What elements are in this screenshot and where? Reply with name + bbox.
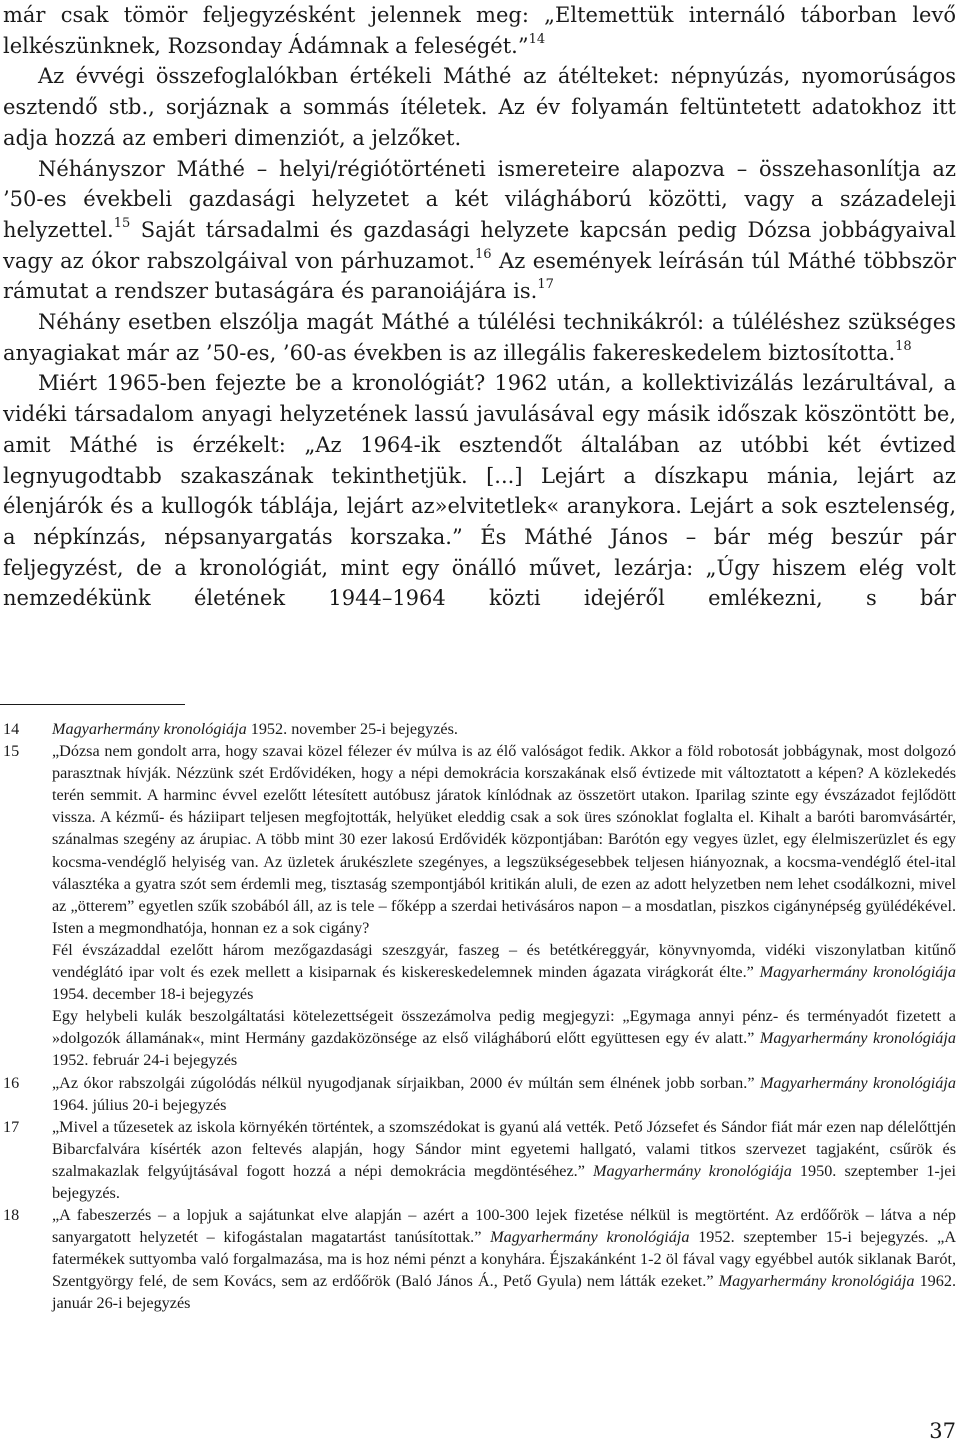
footnote-text: „Mivel a tűzesetek az iskola környékén történtek, a szomszédokat is gyanú alá vették. Pető Józsefet és Sándor fiát már ezen nap délelőttjén Bibarcfalvára kísérték azon feltevés alapján, hogy Sándor mint egyetemi hallgató, valami titkos szervezet tagjaként, csűrök és szalmakazlak felgyújtásával fogott hozzá a népi demokrácia megdöntéséhez.”	[52, 1117, 956, 1180]
footnote-text: 1954. december 18-i bejegyzés	[52, 985, 254, 1004]
footnote-text: 1952. szeptember 15-i bejegyzés. „A fatermékek suttyomba való forgalmazása, ma is hoz némi pénzt a konyhára. Éjszakánként 1-2 öl fával vagy egyébbel autók siklanak Barót, Szentgyörgy felé, de sem Kovács, sem az erdőőrök (Baló János Á., Pető Gyula) nem látták ezeket.”	[52, 1228, 957, 1291]
paragraph-2	[3, 61, 956, 153]
source-title: Magyarhermány kronológiája	[759, 1029, 956, 1048]
footnote-18	[3, 1204, 956, 1314]
source-title: Magyarhermány kronológiája	[490, 1228, 690, 1247]
footnotes	[3, 718, 956, 1315]
footnote-number: 15	[3, 742, 20, 761]
footnote-text: Egy helybeli kulák beszolgáltatási kötelezettségeit összezámolva pedig megjegyzi: „Egymaga annyi pénz- és terményadót fizetett a »dolgozók államának«, mint Hermány gazdaközönsége az első világháború előtt együttesen egy év alatt.”	[52, 1007, 956, 1048]
footnote-number: 17	[3, 1117, 20, 1136]
footnote-16	[3, 1072, 956, 1116]
paragraph-5	[3, 368, 956, 614]
footnote-14	[3, 718, 956, 740]
footnote-text: 1952. február 24-i bejegyzés	[52, 1051, 238, 1070]
footnote-number: 14	[3, 720, 20, 738]
page-number: 37	[929, 1419, 956, 1443]
paragraph-text: Néhányszor Máthé – helyi/régiótörténeti ismereteire alapozva – összehasonlítja az ’50-es évekbeli gazdasági helyzetet a két világháború közötti, vagy a századeleji helyzettel.	[3, 156, 956, 242]
source-title: Magyarhermány kronológiája	[593, 1161, 792, 1180]
footnote-text: 1950. szeptember 1-jei bejegyzés.	[52, 1161, 956, 1202]
footnote-number: 18	[3, 1206, 20, 1225]
footnote-ref-17[interactable]: 17	[537, 277, 554, 293]
footnote-17	[3, 1116, 956, 1204]
paragraph-text: Az események leírásán túl Máthé többször rámutat a rendszer butaságára és paranoiájára is.	[3, 248, 956, 304]
footnote-text: 1962. január 26-i bejegyzés	[52, 1272, 956, 1313]
footnote-text: „A fabeszerzés – a lopjuk a sajátunkat elve alapján – azért a 100-300 lejek fizetése nélkül is megtörtént. Az erdőőrök – látva a nép sanyargatott helyzetét – kifogástalan magatartást tanúsítottak.”	[52, 1206, 956, 1247]
footnote-15	[3, 740, 956, 1071]
footnote-text: „Az ókor rabszolgái zúgolódás nélkül nyugodjanak sírjaikban, 2000 év múltán sem élnének jobb sorban.”	[52, 1073, 755, 1092]
paragraph-3	[3, 154, 956, 308]
main-text	[3, 0, 956, 614]
paragraph-4	[3, 307, 956, 368]
paragraph-text: már csak tömör feljegyzésként jelennek meg: „Eltemettük internáló táborban levő lelkészünknek, Rozsonday Ádámnak a feleségét.”	[3, 3, 956, 58]
footnote-text: 1964. július 20-i bejegyzés	[52, 1095, 227, 1114]
source-title: Magyarhermány kronológiája	[718, 1272, 915, 1291]
footnote-ref-14[interactable]: 14	[528, 31, 546, 47]
footnote-text: 1952. november 25-i bejegyzés.	[246, 720, 458, 738]
source-title: Magyarhermány kronológiája	[759, 1073, 956, 1092]
footnote-text: „Dózsa nem gondolt arra, hogy szavai közel félezer év múlva is az élő valóságot fedik. Akkor a föld robotosát jobbágynak, most dolgozó parasztnak hívják. Nézzünk szét Erdővidéken, hogy a népi demokrácia korszakának első évtizede mit változtatott a képen? A közlekedés terén semmit. A harminc évvel ezelőtt létesített autóbusz járatok kínlódnak az összetört utakon. Iparilag szinte egy évszázadot fejlődött vissza. A kézmű- és háziipart teljesen megfojtották, helyüket eleddig csak a sok üres szónoklat foglalta el. Kihalt a baróti baromvásártér, szánalmas szegény az árupiac. A több mint 30 ezer lakosú Erdővidék központjában: Barótón egy vegyes üzlet, egy élelmiszerüzlet és egy kocsma-vendéglő helyiség van. Az üzletek árukészlete szegényes, a legszükségesebbek teljesen hiányoznak, a kocsma-vendéglő étel-ital választéka a gyatra szót sem érdemli meg, tisztaság szempontjából kritikán aluli, de ezen az adott helyzetben nem lehet csodálkozni, mivel az „ötterem” egyetlen szűk szobából áll, az is tele – főképp a szerdai hetivásáros napon – a mosdatlan, piszkos cigánynépség gyülédékével. Isten a megmondhatója, honnan ez a sok cigány?	[52, 742, 956, 937]
footnote-divider	[0, 704, 185, 705]
footnote-ref-15[interactable]: 15	[113, 215, 131, 231]
source-title: Magyarhermány kronológiája	[759, 963, 956, 982]
paragraph-text: Saját társadalmi és gazdasági helyzete kapcsán pedig Dózsa jobbágyaival vagy az ókor rabszolgáival von párhuzamot.	[3, 217, 956, 273]
paragraph-1	[3, 0, 956, 61]
source-title: Magyarhermány kronológiája	[52, 720, 247, 738]
footnote-ref-18[interactable]: 18	[895, 338, 912, 354]
paragraph-text: Miért 1965-ben fejezte be a kronológiát? 1962 után, a kollektivizálás lezárultával, a vidéki társadalom anyagi helyzetének lassú javulásával egy másik időszak köszöntött be, amit Máthé is érzékelt: „Az 1964-ik esztendőt általában az utóbbi két évtized legnyugodtabb szakaszának tekinthetjük. [...] Lejárt a díszkapu mánia, lejárt az élenjárók és a kullogók táblája, lejárt az»elvitetlek« aranykora. Lejárt a sok esztelenség, a népkínzás, népsanyargatás korszaka.” És Máthé János – bár még beszúr pár feljegyzést, de a kronológiát, mint egy önálló művet, lezárja: „Úgy hiszem elég volt nemzedékünk életének 1944–1964 közti idejéről emlékezni, s bár	[3, 371, 956, 611]
paragraph-text: Néhány esetben elszólja magát Máthé a túlélési technikákról: a túléléshez szükséges anyagiakat már az ’50-es, ’60-as években is az illegális fakereskedelem biztosította.	[3, 310, 956, 365]
footnote-number: 16	[3, 1073, 20, 1092]
footnote-text: Fél évszázaddal ezelőtt három mezőgazdasági szeszgyár, faszeg – és betétkéreggyár, könyvnyomda, vidéki viszonylatban kitűnő vendéglátó ipar volt és ezek mellett a kisiparnak és kiskereskedelemnek minden ágazata virágkorát élte.”	[52, 940, 956, 982]
paragraph-text: Az évvégi összefoglalókban értékeli Máthé az átélteket: népnyúzás, nyomorúságos esztendő stb., sorjáznak a sommás ítéletek. Az év folyamán feltüntetett adatokhoz itt adja hozzá az emberi dimenziót, a jelzőket.	[3, 64, 956, 150]
footnote-ref-16[interactable]: 16	[475, 246, 492, 262]
